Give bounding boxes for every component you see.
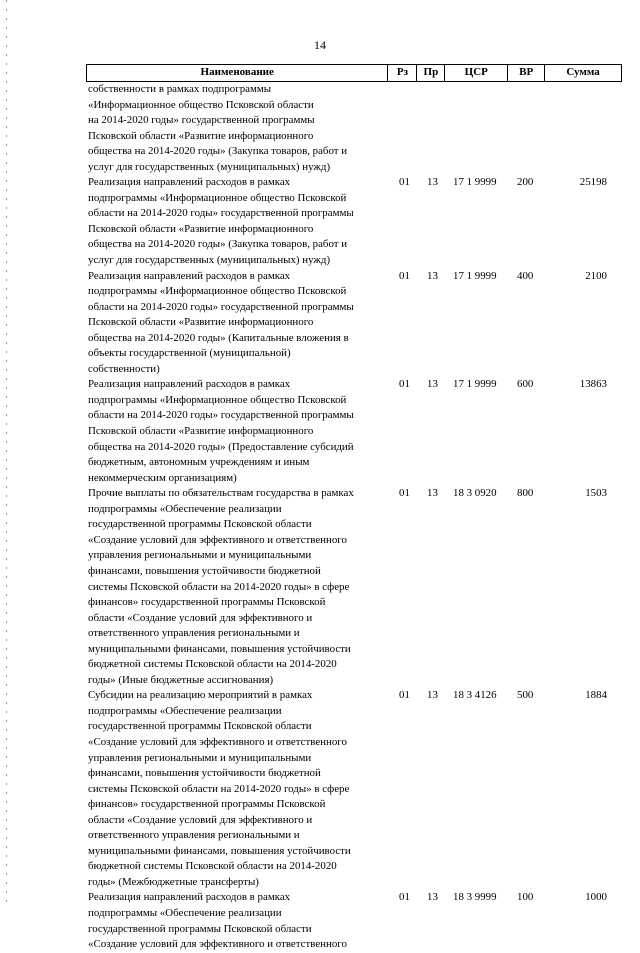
row-sum: 25198 [579, 176, 607, 189]
row-rz: 01 [399, 269, 410, 282]
row-sum: 1000 [585, 891, 607, 904]
row-pr: 13 [427, 487, 438, 500]
header-name: Наименование [87, 65, 388, 81]
row-pr: 13 [427, 176, 438, 189]
table-row [86, 890, 622, 952]
row-csr: 17 1 9999 [453, 269, 497, 282]
budget-table [86, 64, 622, 953]
header-sum: Сумма [545, 65, 622, 81]
table-header [86, 64, 622, 82]
row-name: Реализация направлений расходов в рамках подпрограммы «Информационное общество Псковской области на 2014-2020 годы» государственной программы Псковской области «Развитие информационного общества на 2014-2020 годы» (Капитальные вложения в объекты государственной (муниципальной) собственности) [88, 269, 354, 375]
header-pr: Пр [417, 65, 445, 81]
row-csr: 18 3 0920 [453, 487, 497, 500]
row-rz: 01 [399, 378, 410, 391]
row-csr: 18 3 4126 [453, 689, 497, 702]
row-vr: 500 [517, 689, 534, 702]
header-csr: ЦСР [445, 65, 508, 81]
row-csr: 18 3 9999 [453, 891, 497, 904]
row-name: собственности в рамках подпрограммы «Информационное общество Псковской области на 2014-2020 годы» государственной программы Псковской области «Развитие информационного общества на 2014-2020 годы» (Закупка товаров, работ и услуг для государственных (муниципальных) нужд) [88, 83, 348, 173]
row-name: Реализация направлений расходов в рамках подпрограммы «Информационное общество Псковской области на 2014-2020 годы» государственной программы Псковской области «Развитие информационного общества на 2014-2020 годы» (Предоставление субсидий бюджетным, автономным учреждениям и иным некоммерческим организациям) [88, 378, 354, 484]
row-sum: 2100 [585, 269, 607, 282]
page-number: 14 [314, 38, 326, 52]
table-row [86, 175, 622, 268]
row-rz: 01 [399, 891, 410, 904]
header-rz: Рз [388, 65, 417, 81]
table-row [86, 377, 622, 486]
row-rz: 01 [399, 176, 410, 189]
row-pr [417, 82, 445, 175]
row-rz: 01 [399, 487, 410, 500]
row-pr: 13 [427, 378, 438, 391]
row-rz [388, 82, 417, 175]
table-row [86, 688, 622, 890]
row-pr: 13 [427, 269, 438, 282]
header-vr: ВР [508, 65, 545, 81]
row-name: Прочие выплаты по обязательствам государства в рамках подпрограммы «Обеспечение реализации государственной программы Псковской области «Создание условий для эффективного и ответственного управления региональными и муниципальными финансами, повышения устойчивости бюджетной системы Псковской области на 2014-2020 годы» в сфере финансов» государственной программы Псковской области «Создание условий для эффективного и ответственного управления региональными и муниципальными финансами, повышения устойчивости бюджетной системы Псковской области на 2014-2020 годы» (Иные бюджетные ассигнования) [88, 487, 354, 686]
row-pr: 13 [427, 689, 438, 702]
row-csr: 17 1 9999 [453, 176, 497, 189]
row-name: Субсидии на реализацию мероприятий в рамках подпрограммы «Обеспечение реализации государственной программы Псковской области «Создание условий для эффективного и ответственного управления региональными и муниципальными финансами, повышения устойчивости бюджетной системы Псковской области на 2014-2020 годы» в сфере финансов» государственной программы Псковской области «Создание условий для эффективного и ответственного управления региональными и муниципальными финансами, повышения устойчивости бюджетной системы Псковской области на 2014-2020 годы» (Межбюджетные трансферты) [88, 689, 351, 888]
row-sum: 13863 [579, 378, 607, 391]
table-row [86, 269, 622, 378]
table-row [86, 486, 622, 688]
row-csr: 17 1 9999 [453, 378, 497, 391]
row-pr: 13 [427, 891, 438, 904]
row-vr: 800 [517, 487, 534, 500]
scan-edge [6, 0, 7, 905]
row-vr [508, 82, 545, 175]
row-vr: 200 [517, 176, 534, 189]
row-name: Реализация направлений расходов в рамках подпрограммы «Информационное общество Псковской области на 2014-2020 годы» государственной программы Псковской области «Развитие информационного общества на 2014-2020 годы» (Закупка товаров, работ и услуг для государственных (муниципальных) нужд) [88, 176, 354, 267]
row-vr: 600 [517, 378, 534, 391]
row-vr: 100 [517, 891, 534, 904]
table-row [86, 82, 622, 175]
row-name: Реализация направлений расходов в рамках подпрограммы «Обеспечение реализации государственной программы Псковской области «Создание условий для эффективного и ответственного [88, 891, 347, 951]
row-rz: 01 [399, 689, 410, 702]
row-sum [545, 82, 622, 175]
row-sum: 1884 [585, 689, 607, 702]
row-vr: 400 [517, 269, 534, 282]
row-csr [445, 82, 508, 175]
row-sum: 1503 [585, 487, 607, 500]
